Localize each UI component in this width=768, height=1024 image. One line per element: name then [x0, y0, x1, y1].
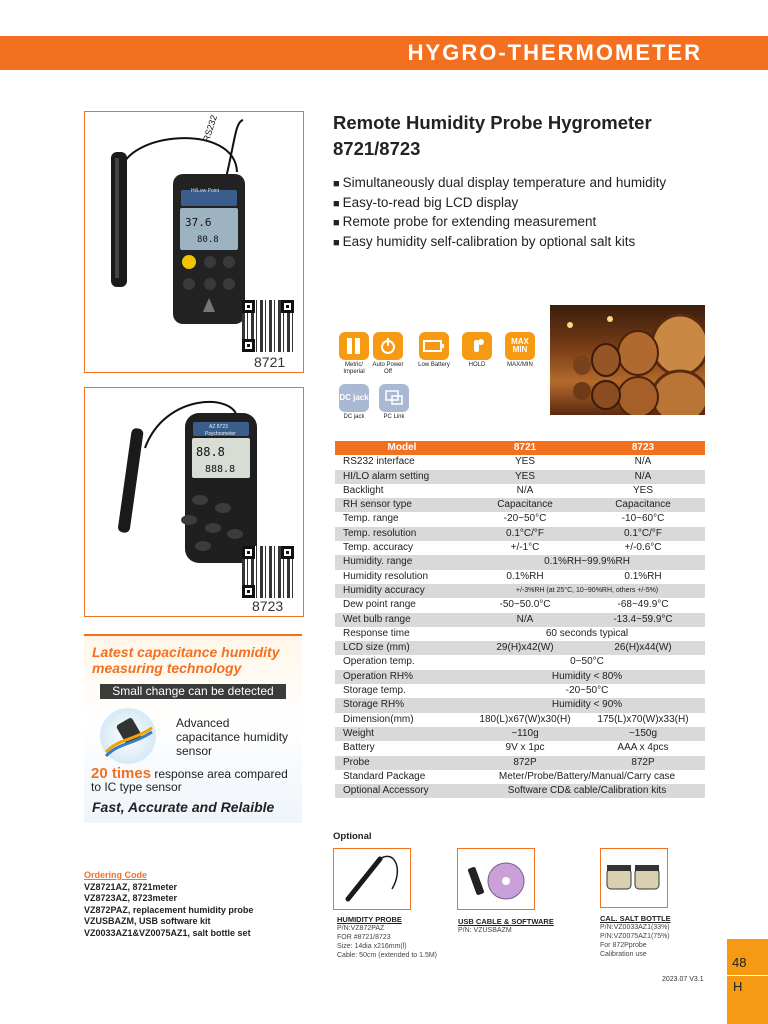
spec-value: -10~60°C: [621, 513, 665, 525]
metric-imperial-feature: Metric/ Imperial: [334, 332, 374, 376]
spec-value: 175(L)x70(W)x33(H): [597, 713, 689, 725]
ordering-code: [84, 870, 324, 939]
spec-body: [335, 455, 705, 798]
hold-hand-icon: [462, 332, 492, 360]
header-bar: [0, 36, 768, 70]
spec-row: [335, 684, 705, 698]
ad-sensor-text: Advanced capacitance humidity sensor: [176, 716, 289, 758]
hold-feature: HOLD: [457, 332, 497, 369]
feature-list: [333, 174, 733, 252]
spec-value: N/A: [516, 484, 534, 496]
spec-row: [335, 698, 705, 712]
spec-label: Standard Package: [343, 770, 426, 782]
spec-label: HI/LO alarm setting: [335, 470, 469, 484]
section-letter: H: [733, 979, 743, 994]
product-photo-8723: [84, 387, 304, 617]
model-caption-8723: 8723: [252, 598, 284, 614]
ad-tagline: Fast, Accurate and Relaible: [92, 799, 275, 815]
spec-value: N/A: [634, 456, 652, 468]
spec-table: [335, 441, 705, 798]
spec-value: Capacitance: [469, 498, 581, 512]
spec-row: [335, 641, 705, 655]
spec-label: Optional Accessory: [335, 784, 469, 798]
spec-value: YES: [469, 470, 581, 484]
spec-row: [335, 741, 705, 755]
qr-code-8721: [242, 300, 294, 352]
dc-jack-icon: DC jack: [339, 384, 369, 412]
spec-value: YES: [632, 484, 653, 496]
spec-row: [335, 598, 705, 612]
dc-jack-feature: DC jack DC jack: [334, 384, 374, 421]
spec-label: Storage RH%: [335, 698, 469, 712]
max-min-icon: MAX MIN: [505, 332, 535, 360]
capacitance-ad: [84, 634, 302, 823]
auto-power-off-feature: Auto Power Off: [368, 332, 408, 376]
feature-item: ■ Simultaneously dual display temperature and humidity: [333, 174, 733, 194]
spec-value: ~110g: [469, 727, 581, 741]
page-number: 48: [732, 955, 747, 970]
ordering-line: VZ0033AZ1&VZ0075AZ1, salt bottle set: [84, 927, 251, 938]
spec-value: +/-0.6°C: [624, 542, 662, 554]
spec-value: Software CD& cable/Calibration kits: [469, 784, 705, 798]
ad-headline: Latest capacitance humidity measuring technology: [92, 644, 280, 676]
spec-row: [335, 627, 705, 641]
battery-icon: [419, 332, 449, 360]
model-caption-8721: 8721: [254, 354, 286, 370]
brand-label-8723: AZ 8723: [209, 424, 228, 430]
ordering-line: VZ8721AZ, 8721meter: [84, 881, 178, 892]
spec-row: [335, 484, 705, 498]
spec-label: Temp. range: [343, 513, 399, 525]
ordering-line: VZ872PAZ, replacement humidity probe: [84, 904, 254, 915]
spec-value: +/-3%RH (at 25°C, 10~90%RH, others +/-5%): [469, 584, 705, 598]
function-icons: [334, 332, 540, 422]
spec-label: LCD size (mm): [335, 641, 469, 655]
spec-value: 0~50°C: [570, 656, 604, 668]
spec-value: +/-1°C: [510, 542, 540, 554]
spec-label: Response time: [343, 627, 410, 639]
tab-divider: [727, 975, 768, 976]
screen-label-8721: Hi/Low Point: [191, 188, 220, 194]
feature-item: ■ Easy humidity self-calibration by optional salt kits: [333, 233, 733, 253]
page-tab: [727, 939, 768, 1024]
ad-band: Small change can be detected: [100, 684, 286, 699]
spec-value: N/A: [581, 470, 705, 484]
optional-item-usb: USB CABLE & SOFTWARE P/N: VZUSBAZM: [458, 917, 554, 934]
spec-row: [335, 784, 705, 798]
wine-cellar-photo: [550, 305, 705, 415]
pc-link-icon: [379, 384, 409, 412]
spec-value: AAA x 4pcs: [617, 742, 669, 754]
sensor-image: [100, 708, 156, 764]
spec-row: [335, 584, 705, 598]
spec-label: Probe: [335, 756, 469, 770]
spec-label: Dew point range: [343, 599, 416, 611]
product-photo-8721: [84, 111, 304, 373]
spec-label: Humidity resolution: [343, 570, 429, 582]
spec-row: [335, 713, 705, 727]
humidity-probe-image: [333, 848, 411, 910]
spec-row: [335, 555, 705, 569]
svg-text:37.6: 37.6: [185, 216, 212, 229]
spec-label: Temp. accuracy: [343, 542, 414, 554]
ordering-title: Ordering Code: [84, 870, 148, 880]
spec-value: -13.4~59.9°C: [581, 613, 705, 627]
max-min-feature: MAX MIN MAX/MIN: [500, 332, 540, 369]
spec-label: Humidity accuracy: [335, 584, 469, 598]
spec-value: YES: [514, 456, 535, 468]
spec-value: -20~50°C: [503, 513, 547, 525]
spec-row: [335, 570, 705, 584]
spec-value: Humidity < 80%: [469, 670, 705, 684]
spec-label: Operation temp.: [343, 656, 415, 668]
power-icon: [373, 332, 403, 360]
feature-item: ■ Remote probe for extending measurement: [333, 213, 733, 233]
spec-header-8721: 8721: [469, 441, 581, 455]
feature-item: ■ Easy-to-read big LCD display: [333, 194, 733, 214]
spec-value: -50~50.0°C: [499, 599, 551, 611]
spec-header-8723: 8723: [581, 441, 705, 455]
rs232-label: RS232: [201, 113, 220, 144]
optional-label: Optional: [333, 831, 372, 842]
spec-label: RH sensor type: [335, 498, 469, 512]
spec-value: Meter/Probe/Battery/Manual/Carry case: [498, 770, 676, 782]
svg-text:88.8: 88.8: [196, 445, 225, 459]
spec-value: 60 seconds typical: [545, 627, 629, 639]
ad-twenty-times: 20 times response area compared to IC type sensor: [91, 765, 288, 794]
product-title-line2: 8721/8723: [333, 138, 421, 159]
sub-label-8723: Psychrometer: [205, 431, 236, 437]
spec-label: Dimension(mm): [343, 713, 414, 725]
spec-row: [335, 512, 705, 526]
version-label: 2023.07 V3.1: [662, 976, 704, 983]
page-title: HYGRO-THERMOMETER: [407, 40, 702, 65]
optional-item-probe: HUMIDITY PROBE P/N:VZ872PAZ FOR #8721/8723 Size: 14dia x216mm(l) Cable: 50cm (extended to 1.5M): [337, 915, 437, 959]
spec-label: Battery: [343, 742, 375, 754]
spec-value: Humidity < 90%: [469, 698, 705, 712]
low-battery-feature: Low Battery: [414, 332, 454, 369]
svg-text:80.8: 80.8: [197, 235, 219, 245]
product-title: [333, 110, 733, 162]
spec-value: -68~49.9°C: [617, 599, 669, 611]
spec-value: 0.1°C/°F: [581, 527, 705, 541]
spec-value: 0.1%RH~99.9%RH: [469, 555, 705, 569]
spec-row: [335, 613, 705, 627]
optional-item-salt: CAL. SALT BOTTLE P/N:VZ0033AZ1(33%) P/N:VZ0075AZ1(75%) For 872Pprobe Calibration use: [600, 914, 671, 958]
qr-code-8723: [242, 546, 294, 598]
spec-value: 0.1%RH: [506, 570, 544, 582]
metric-imperial-icon: [339, 332, 369, 360]
spec-value: Capacitance: [581, 498, 705, 512]
spec-value: 0.1°C/°F: [469, 527, 581, 541]
spec-row: [335, 655, 705, 669]
spec-row: [335, 670, 705, 684]
spec-label: Weight: [335, 727, 469, 741]
spec-row: [335, 470, 705, 484]
ordering-line: VZ8723AZ, 8723meter: [84, 893, 178, 903]
ordering-line: VZUSBAZM, USB software kit: [84, 916, 211, 926]
usb-cable-image: [457, 848, 535, 910]
spec-row: [335, 727, 705, 741]
spec-value: -20~50°C: [565, 685, 609, 697]
spec-value: 9V x 1pc: [505, 742, 545, 754]
spec-row: [335, 527, 705, 541]
salt-bottle-image: [600, 848, 668, 908]
spec-label: Backlight: [343, 484, 384, 496]
spec-header-row: [335, 441, 705, 455]
spec-row: [335, 770, 705, 784]
spec-value: 180(L)x67(W)x30(H): [479, 713, 571, 725]
spec-header-model: Model: [335, 441, 469, 455]
spec-value: 29(H)x42(W): [469, 641, 581, 655]
spec-row: [335, 756, 705, 770]
product-title-line1: Remote Humidity Probe Hygrometer: [333, 112, 652, 133]
svg-text:888.8: 888.8: [205, 464, 236, 475]
spec-label: Storage temp.: [343, 685, 406, 697]
spec-value: ~150g: [581, 727, 705, 741]
spec-label: RS232 interface: [343, 456, 415, 468]
spec-row: [335, 455, 705, 469]
spec-value: 26(H)x44(W): [581, 641, 705, 655]
spec-value: 872P: [469, 756, 581, 770]
spec-row: [335, 498, 705, 512]
spec-label: Humidity. range: [335, 555, 469, 569]
spec-label: Temp. resolution: [335, 527, 469, 541]
spec-value: 872P: [581, 756, 705, 770]
spec-value: 0.1%RH: [624, 570, 662, 582]
spec-value: N/A: [469, 613, 581, 627]
pc-link-feature: PC Link: [374, 384, 414, 421]
spec-label: Wet bulb range: [335, 613, 469, 627]
spec-label: Operation RH%: [335, 670, 469, 684]
spec-row: [335, 541, 705, 555]
